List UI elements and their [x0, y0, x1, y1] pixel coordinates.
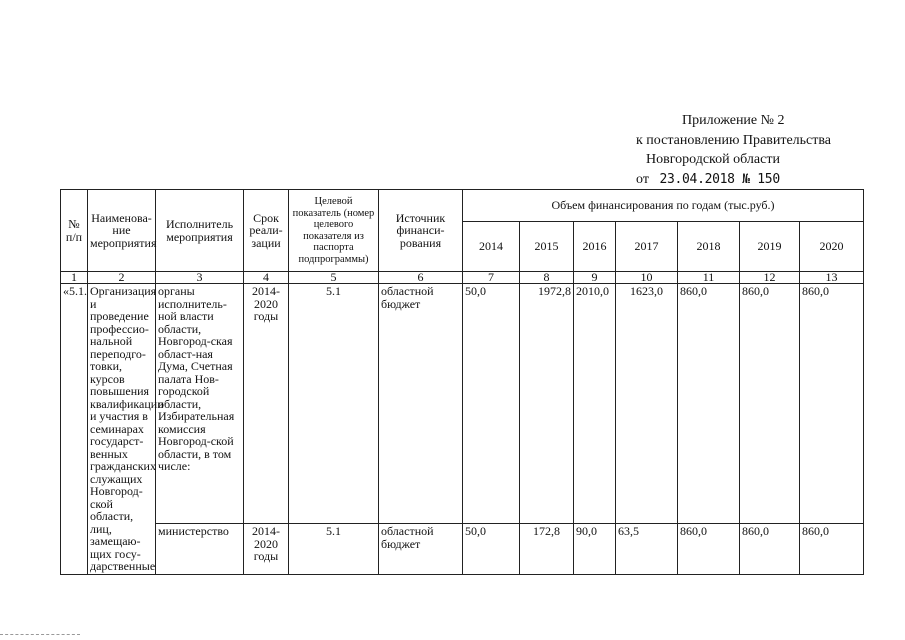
value-cell: 860,0: [800, 524, 864, 574]
column-number: 10: [616, 272, 678, 284]
value-cell: 50,0: [463, 284, 520, 524]
document-header: [636, 111, 896, 189]
column-number: 5: [289, 272, 379, 284]
header-year: 2016: [574, 222, 616, 272]
column-number: 9: [574, 272, 616, 284]
value-cell: 90,0: [574, 524, 616, 574]
value-cell: 1623,0: [616, 284, 678, 524]
value-cell: 860,0: [740, 524, 800, 574]
date-prefix: от: [636, 171, 649, 187]
appendix-date-line: [636, 170, 896, 190]
value-cell: 1972,8: [520, 284, 574, 524]
header-year: 2019: [740, 222, 800, 272]
header-source: Источник финанси-рования: [379, 190, 463, 272]
funding-table: [60, 189, 864, 575]
target-cell: 5.1: [289, 284, 379, 524]
header-year: 2015: [520, 222, 574, 272]
header-year: 2020: [800, 222, 864, 272]
appendix-reference: к постановлению Правительства: [636, 132, 832, 148]
value-cell: 860,0: [740, 284, 800, 524]
column-number: 11: [678, 272, 740, 284]
column-number: 2: [88, 272, 156, 284]
value-cell: 63,5: [616, 524, 678, 574]
activity-name: Организация и проведение профессио-нальной переподго-товки, курсов повышения квалификации и участия в семинарах государст-венных гражданских служащих Новгород-ской области, лиц, замещаю-щих госу-дарственные: [88, 284, 156, 575]
header-year: 2017: [616, 222, 678, 272]
column-number: 12: [740, 272, 800, 284]
column-number: 1: [61, 272, 88, 284]
appendix-region: Новгородской области: [646, 152, 780, 167]
column-number: 4: [244, 272, 289, 284]
row-number: «5.1.: [61, 284, 88, 575]
table-row: [61, 284, 864, 524]
header-num: № п/п: [61, 190, 88, 272]
scan-edge-mark: [0, 634, 80, 636]
header-target: Целевой показатель (номер целевого показателя из паспорта подпрограммы): [289, 190, 379, 272]
appendix-title: Приложение № 2: [682, 113, 785, 128]
source-cell: областной бюджет: [379, 524, 463, 574]
value-cell: 860,0: [678, 284, 740, 524]
header-funding: Объем финансирования по годам (тыс.руб.): [463, 190, 864, 222]
target-cell: 5.1: [289, 524, 379, 574]
column-number: 3: [156, 272, 244, 284]
executor-cell: органы исполнитель-ной власти области, Новгород-ская област-ная Дума, Счетная палата Нов-городской области, Избирательная комиссия Новгород-ской области, в том числе:: [156, 284, 244, 524]
value-cell: 2010,0: [574, 284, 616, 524]
column-number: 13: [800, 272, 864, 284]
header-name: Наименова-ние мероприятия: [88, 190, 156, 272]
header-executor: Исполнитель мероприятия: [156, 190, 244, 272]
table-row: [61, 524, 864, 574]
term-cell: 2014-2020 годы: [244, 284, 289, 524]
term-cell: 2014-2020 годы: [244, 524, 289, 574]
column-number: 6: [379, 272, 463, 284]
executor-cell: министерство: [156, 524, 244, 574]
header-year: 2014: [463, 222, 520, 272]
column-number-row: [61, 272, 864, 284]
value-cell: 860,0: [800, 284, 864, 524]
header-year: 2018: [678, 222, 740, 272]
table-header-row: [61, 190, 864, 222]
value-cell: 172,8: [520, 524, 574, 574]
source-cell: областной бюджет: [379, 284, 463, 524]
column-number: 7: [463, 272, 520, 284]
header-term: Срок реали-зации: [244, 190, 289, 272]
column-number: 8: [520, 272, 574, 284]
value-cell: 50,0: [463, 524, 520, 574]
date-value: 23.04.2018 № 150: [659, 171, 780, 187]
value-cell: 860,0: [678, 524, 740, 574]
